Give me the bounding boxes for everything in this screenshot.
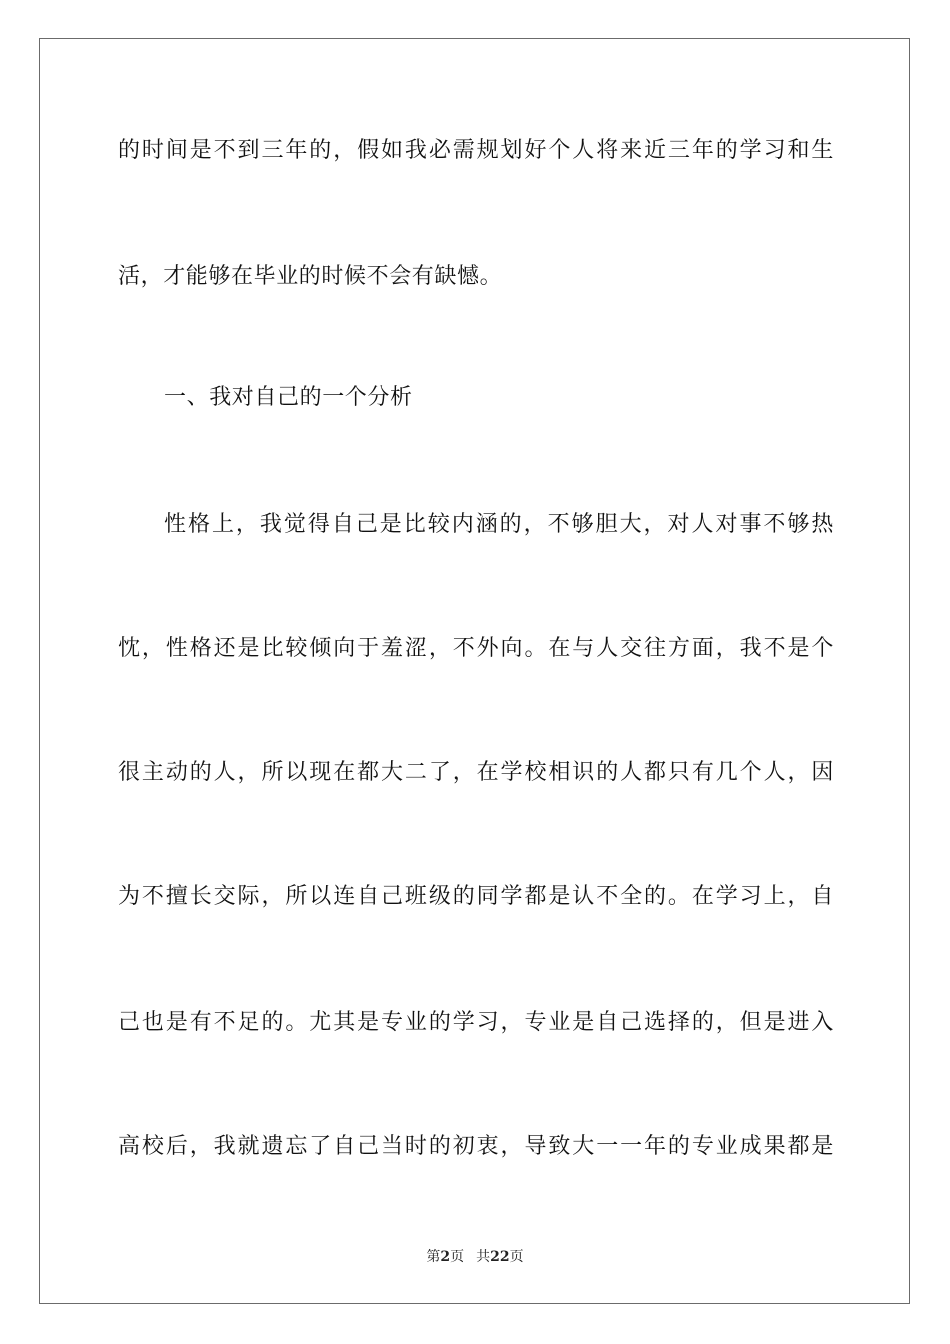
total-pages: 22	[490, 1249, 510, 1265]
total-suffix: 页	[509, 1249, 524, 1265]
total-prefix: 共	[476, 1249, 491, 1265]
body-text-line-4: 忱，性格还是比较倾向于羞涩，不外向。在与人交往方面，我不是个	[118, 636, 834, 661]
body-text-line-1: 的时间是不到三年的，假如我必需规划好个人将来近三年的学习和生	[118, 138, 834, 163]
body-text-line-2: 活，才能够在毕业的时候不会有缺憾。	[118, 264, 503, 289]
body-text-line-6: 为不擅长交际，所以连自己班级的同学都是认不全的。在学习上，自	[118, 884, 834, 909]
page-border	[39, 38, 910, 1304]
section-heading: 一、我对自己的一个分析	[164, 385, 413, 410]
body-text-line-8: 高校后，我就遗忘了自己当时的初衷，导致大一一年的专业成果都是	[118, 1134, 834, 1159]
page-suffix: 页	[450, 1249, 465, 1265]
body-text-line-5: 很主动的人，所以现在都大二了，在学校相识的人都只有几个人，因	[118, 760, 834, 785]
page-number: 2	[440, 1249, 451, 1265]
page-prefix: 第	[426, 1249, 441, 1265]
body-text-line-3: 性格上，我觉得自己是比较内涵的，不够胆大，对人对事不够热	[164, 512, 834, 537]
page-footer	[0, 1248, 950, 1266]
body-text-line-7: 己也是有不足的。尤其是专业的学习，专业是自己选择的，但是进入	[118, 1010, 834, 1035]
